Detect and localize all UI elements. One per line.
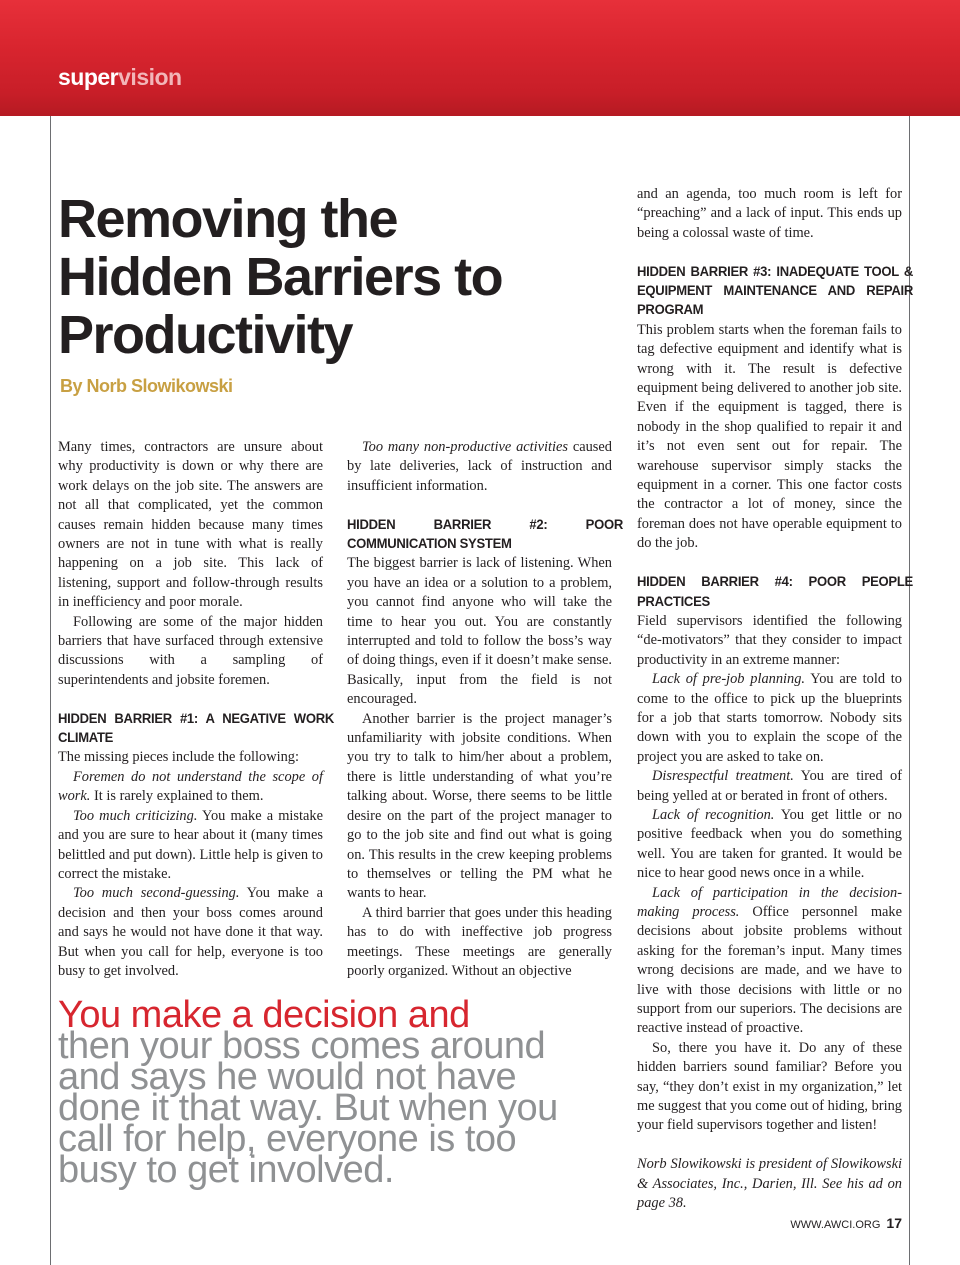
article-title: Removing the Hidden Barriers to Productivity <box>58 189 503 365</box>
author-bio: Norb Slowikowski is president of Slowikowski & Associates, Inc., Darien, Ill. See his ad on page 38. <box>637 1156 902 1212</box>
subheading-barrier-1: HIDDEN BARRIER #1: A NEGATIVE WORK CLIMATE <box>58 710 334 747</box>
paragraph: A third barrier that goes under this heading has to do with ineffective job progress meetings. These meetings are generally poorly organized. Without an objective <box>347 904 612 979</box>
paragraph: The biggest barrier is lack of listening. When you have an idea or a solution to a problem, you cannot find anyone who will take the time to hear you out. You are constantly interrupted and told to follow the boss’s way of doing things, even if it doesn’t make sense. Basically, input from the field is not encouraged. <box>347 555 612 708</box>
emphasis: Disrespectful treatment. <box>652 768 794 785</box>
article-byline: By Norb Slowikowski <box>60 376 233 396</box>
pull-quote-red: You make a decision and <box>58 994 470 1036</box>
emphasis: Foremen do not understand the scope of work. <box>58 768 323 805</box>
emphasis: Lack of participation in the decision-making process. <box>637 884 902 920</box>
paragraph: Lack of participation in the decision-making process. Office personnel make decisions about jobsite problems without asking for the foreman’s input. Many times wrong decisions are made, and we have to live with those decisions with little or no support from our superiors. The decisions are reactive instead of proactive. <box>637 884 902 1037</box>
column-2 <box>347 438 623 981</box>
paragraph: The missing pieces include the following: <box>58 749 299 766</box>
subheading-barrier-2: HIDDEN BARRIER #2: POOR COMMUNICATION SYSTEM <box>347 516 623 553</box>
website-url: WWW.AWCI.ORG <box>790 1219 881 1231</box>
pull-quote <box>58 994 578 1191</box>
page-number: 17 <box>886 1215 902 1231</box>
emphasis: Lack of pre-job planning. <box>652 671 806 688</box>
column-1 <box>58 438 334 981</box>
paragraph: Another barrier is the project manager’s unfamiliarity with jobsite conditions. When you try to talk to him/her about a problem, there is little understanding of what you’re talking about. Worse, there seems to be little desire on the part of the project manager to go to the job site and find out what is going on. This results in the crew keeping problems to themselves or telling the PM what he wants to hear. <box>347 710 612 902</box>
paragraph: Too many non-productive activities caused by late deliveries, lack of instruction and insufficient information. <box>347 439 612 494</box>
subheading-barrier-4: HIDDEN BARRIER #4: POOR PEOPLE PRACTICES <box>637 574 913 610</box>
subheading-barrier-3: HIDDEN BARRIER #3: INADEQUATE TOOL & EQUIPMENT MAINTENANCE AND REPAIR PROGRAM <box>637 263 913 319</box>
page-footer <box>790 1215 902 1231</box>
section-label-part2: vision <box>118 64 182 90</box>
paragraph: This problem starts when the foreman fails to tag defective equipment and identify what is wrong with it. The result is defective equipment being delivered to another job site. Even if the equipment is tagged, there is nobody in the shop qualified to repair it and it’s not even sent out for repair. The warehouse supervisor simply stacks the equipment in a corner. This one factor costs the contractor a lot of money, since the foreman does not have operable equipment to do the job. <box>637 321 902 552</box>
emphasis: Too much second-guessing. <box>73 885 240 902</box>
section-label <box>58 64 182 91</box>
paragraph: Following are some of the major hidden barriers that have surfaced through extensive discussions with a sampling of superintendents and jobsite foremen. <box>58 613 323 688</box>
emphasis: Too many non-productive activities <box>362 439 569 455</box>
section-label-part1: super <box>58 64 119 90</box>
paragraph: and an agenda, too much room is left for “preaching” and a lack of input. This ends up being a colossal waste of time. <box>637 186 902 241</box>
paragraph: Disrespectful treatment. You are tired of being yelled at or berated in front of others. <box>637 768 902 804</box>
pull-quote-gray: then your boss comes around and says he would not have done it that way. But when you call for help, everyone is too busy to get involved. <box>58 1025 558 1191</box>
emphasis: Lack of recognition. <box>652 806 775 823</box>
emphasis: Too much criticizing. <box>73 807 198 824</box>
paragraph: Too much criticizing. You make a mistake and you are sure to hear about it (many times belittled and put down). Little help is given to correct the mistake. <box>58 807 323 882</box>
header-banner <box>0 0 960 116</box>
paragraph: Too much second-guessing. You make a decision and then your boss comes around and says he would not have done it that way. But when you call for help, everyone is too busy to get involved. <box>58 885 324 979</box>
column-3 <box>637 185 913 1213</box>
paragraph: Lack of recognition. You get little or no positive feedback when you do something well. You are taken for granted. It would be nice to hear good news once in a while. <box>637 806 902 882</box>
paragraph: Field supervisors identified the following “de-motivators” that they consider to impact productivity in an extreme manner: <box>637 612 902 668</box>
paragraph: Foremen do not understand the scope of work. It is rarely explained to them. <box>58 768 323 805</box>
paragraph: Lack of pre-job planning. You are told to come to the office to pick up the blueprints for a job that starts tomorrow. Nobody sits down with you to explain the scope of the project you are asked to take on. <box>637 671 902 765</box>
paragraph: So, there you have it. Do any of these hidden barriers sound familiar? Before you say, “they don’t exist in my organization,” let me suggest that you come out of hiding, bring your field supervisors together and listen! <box>637 1039 902 1134</box>
left-rule <box>50 116 51 1265</box>
paragraph: Many times, contractors are unsure about why productivity is down or why there are work delays on the job site. The answers are not all that complicated, yet the common causes remain hidden because many times owners are not in tune with what is really happening on a job site. This lack of listening, support and follow-through results in inefficiency and poor morale. <box>58 439 323 611</box>
